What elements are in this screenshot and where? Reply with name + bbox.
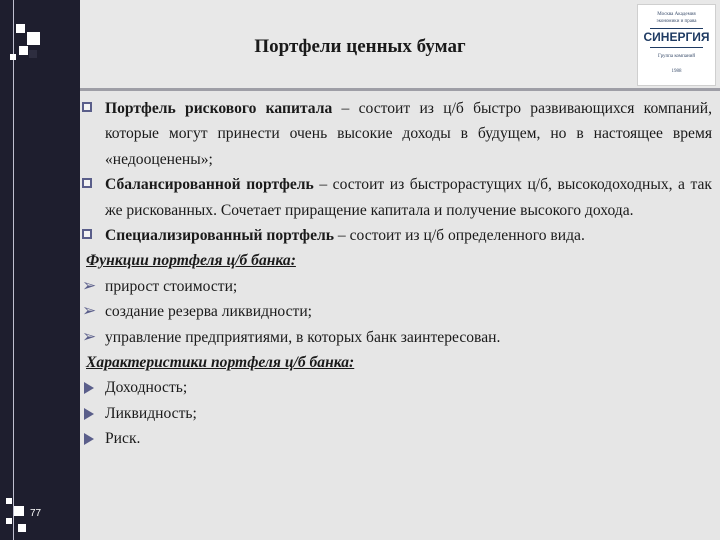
decor-square xyxy=(14,506,24,516)
item-text: Доходность; xyxy=(105,379,188,397)
synergy-logo xyxy=(637,4,716,86)
arrow-bullet-icon: ➢ xyxy=(82,275,97,296)
logo-line3: Группа компаний xyxy=(658,54,695,59)
triangle-bullet-icon xyxy=(84,382,94,394)
decor-square xyxy=(29,50,37,58)
decor-square xyxy=(6,498,12,504)
decor-square xyxy=(16,24,25,33)
item-text: – состоит из ц/б быстро развивающихся компаний, которые могут принести очень высокие доходы в будущем, но в настоящее время «недооценены»; xyxy=(105,100,713,168)
arrow-bullet-icon: ➢ xyxy=(82,301,97,322)
logo-line2: экономики и права xyxy=(656,19,697,24)
slide-content xyxy=(80,96,712,452)
triangle-bullet-icon xyxy=(84,408,94,420)
list-item xyxy=(80,274,712,299)
list-item xyxy=(80,299,712,324)
logo-brand: СИНЕРГИЯ xyxy=(643,30,710,44)
logo-rule xyxy=(650,28,703,29)
page-number: 77 xyxy=(30,508,42,519)
item-text: – состоит из быстрорастущих ц/б, высокодоходных, а так же рискованных. Сочетает приращение капитала и получение высокого дохода. xyxy=(105,176,712,219)
arrow-bullet-icon: ➢ xyxy=(82,326,97,347)
slide-title: Портфели ценных бумаг xyxy=(254,36,466,57)
item-text: Ликвидность; xyxy=(105,404,197,422)
item-text: прирост стоимости; xyxy=(105,277,238,295)
item-term: Портфель рискового капитала xyxy=(105,100,333,117)
decor-square xyxy=(18,524,26,532)
decor-square xyxy=(27,32,40,45)
triangle-bullet-icon xyxy=(84,433,94,445)
list-item xyxy=(80,223,712,248)
square-bullet-icon xyxy=(82,102,92,112)
characteristics-heading: Характеристики портфеля ц/б банка: xyxy=(86,354,355,372)
item-text: Риск. xyxy=(105,430,141,448)
list-item xyxy=(80,401,712,426)
item-text: управление предприятиями, в которых банк заинтересован. xyxy=(105,328,501,346)
item-term: Сбалансированной портфель xyxy=(105,176,314,194)
decor-square xyxy=(6,518,12,524)
list-item xyxy=(80,96,712,172)
list-item xyxy=(80,426,712,451)
header-divider xyxy=(80,88,720,91)
item-text: создание резерва ликвидности; xyxy=(105,303,313,321)
list-item xyxy=(80,325,712,350)
decor-square xyxy=(19,46,28,55)
logo-line4: 1988 xyxy=(671,69,682,74)
list-item xyxy=(80,172,712,223)
item-term: Специализированный портфель xyxy=(105,227,334,245)
functions-heading: Функции портфеля ц/б банка: xyxy=(86,252,296,270)
logo-line1: Москва Академия xyxy=(657,12,696,17)
square-bullet-icon xyxy=(82,229,92,239)
item-text: – состоит из ц/б определенного вида. xyxy=(334,227,585,245)
sidebar-divider-line xyxy=(13,0,14,540)
sidebar xyxy=(0,0,80,540)
square-bullet-icon xyxy=(82,178,92,188)
decor-square xyxy=(10,54,16,60)
logo-rule xyxy=(650,47,703,48)
list-item xyxy=(80,375,712,400)
